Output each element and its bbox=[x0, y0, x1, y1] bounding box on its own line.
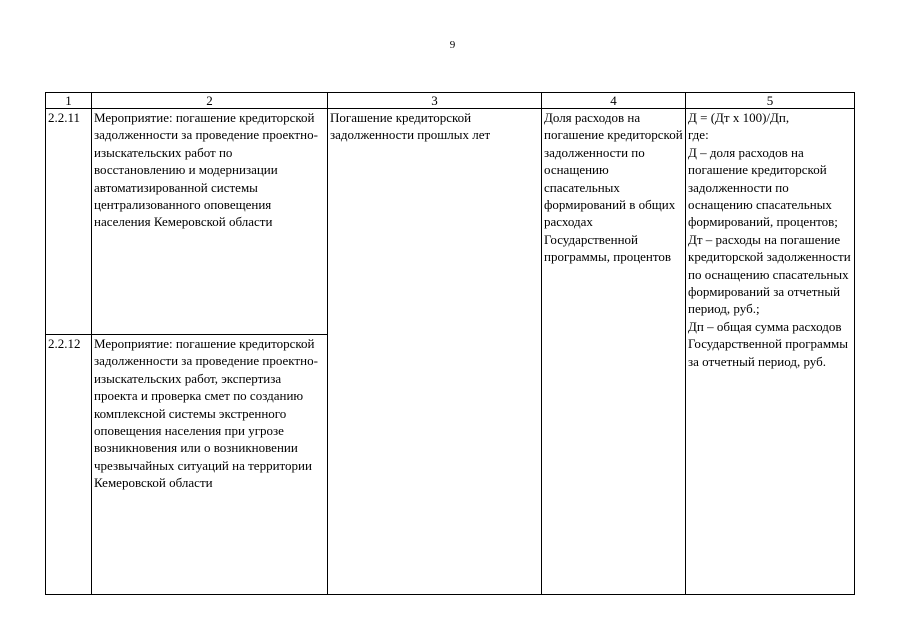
header-cell-2: 2 bbox=[92, 93, 328, 109]
header-cell-4: 4 bbox=[542, 93, 686, 109]
formula-equation: Д = (Дт х 100)/Дп, bbox=[688, 110, 790, 125]
indicator-name-cell: Погашение кредиторской задолженности прошлых лет bbox=[328, 109, 542, 595]
activity-cell: Мероприятие: погашение кредиторской задолженности за проведение проектно-изыскательских работ по восстановлению и модернизации автоматизированной системы централизованного оповещения населения Кемеровской области bbox=[92, 109, 328, 335]
row-number: 2.2.12 bbox=[46, 335, 92, 595]
formula-where: где: bbox=[688, 127, 709, 143]
formula-cell bbox=[686, 109, 855, 595]
header-row bbox=[46, 93, 855, 109]
formula-def-d: Д – доля расходов на погашение кредиторской задолженности по оснащению спасательных формирований, процентов; bbox=[688, 144, 838, 230]
header-cell-3: 3 bbox=[328, 93, 542, 109]
header-cell-5: 5 bbox=[686, 93, 855, 109]
table-row bbox=[46, 109, 855, 335]
formula-def-dp: Дп – общая сумма расходов Государственной программы за отчетный период, руб. bbox=[688, 318, 849, 369]
page-number: 9 bbox=[449, 39, 456, 51]
row-number: 2.2.11 bbox=[46, 109, 92, 335]
indicator-description-cell: Доля расходов на погашение кредиторской задолженности по оснащению спасательных формирований в общих расходах Государственной программы, процентов bbox=[542, 109, 686, 595]
formula-def-dt: Дт – расходы на погашение кредиторской задолженности по оснащению спасательных формирований за отчетный период, руб.; bbox=[688, 231, 851, 317]
header-cell-1: 1 bbox=[46, 93, 92, 109]
activity-cell: Мероприятие: погашение кредиторской задолженности за проведение проектно-изыскательских работ, экспертиза проекта и проверка смет по созданию комплексной системы экстренного оповещения населения при угрозе возникновения или о возникновении чрезвычайных ситуаций на территории Кемеровской области bbox=[92, 335, 328, 595]
indicator-table bbox=[45, 92, 855, 595]
